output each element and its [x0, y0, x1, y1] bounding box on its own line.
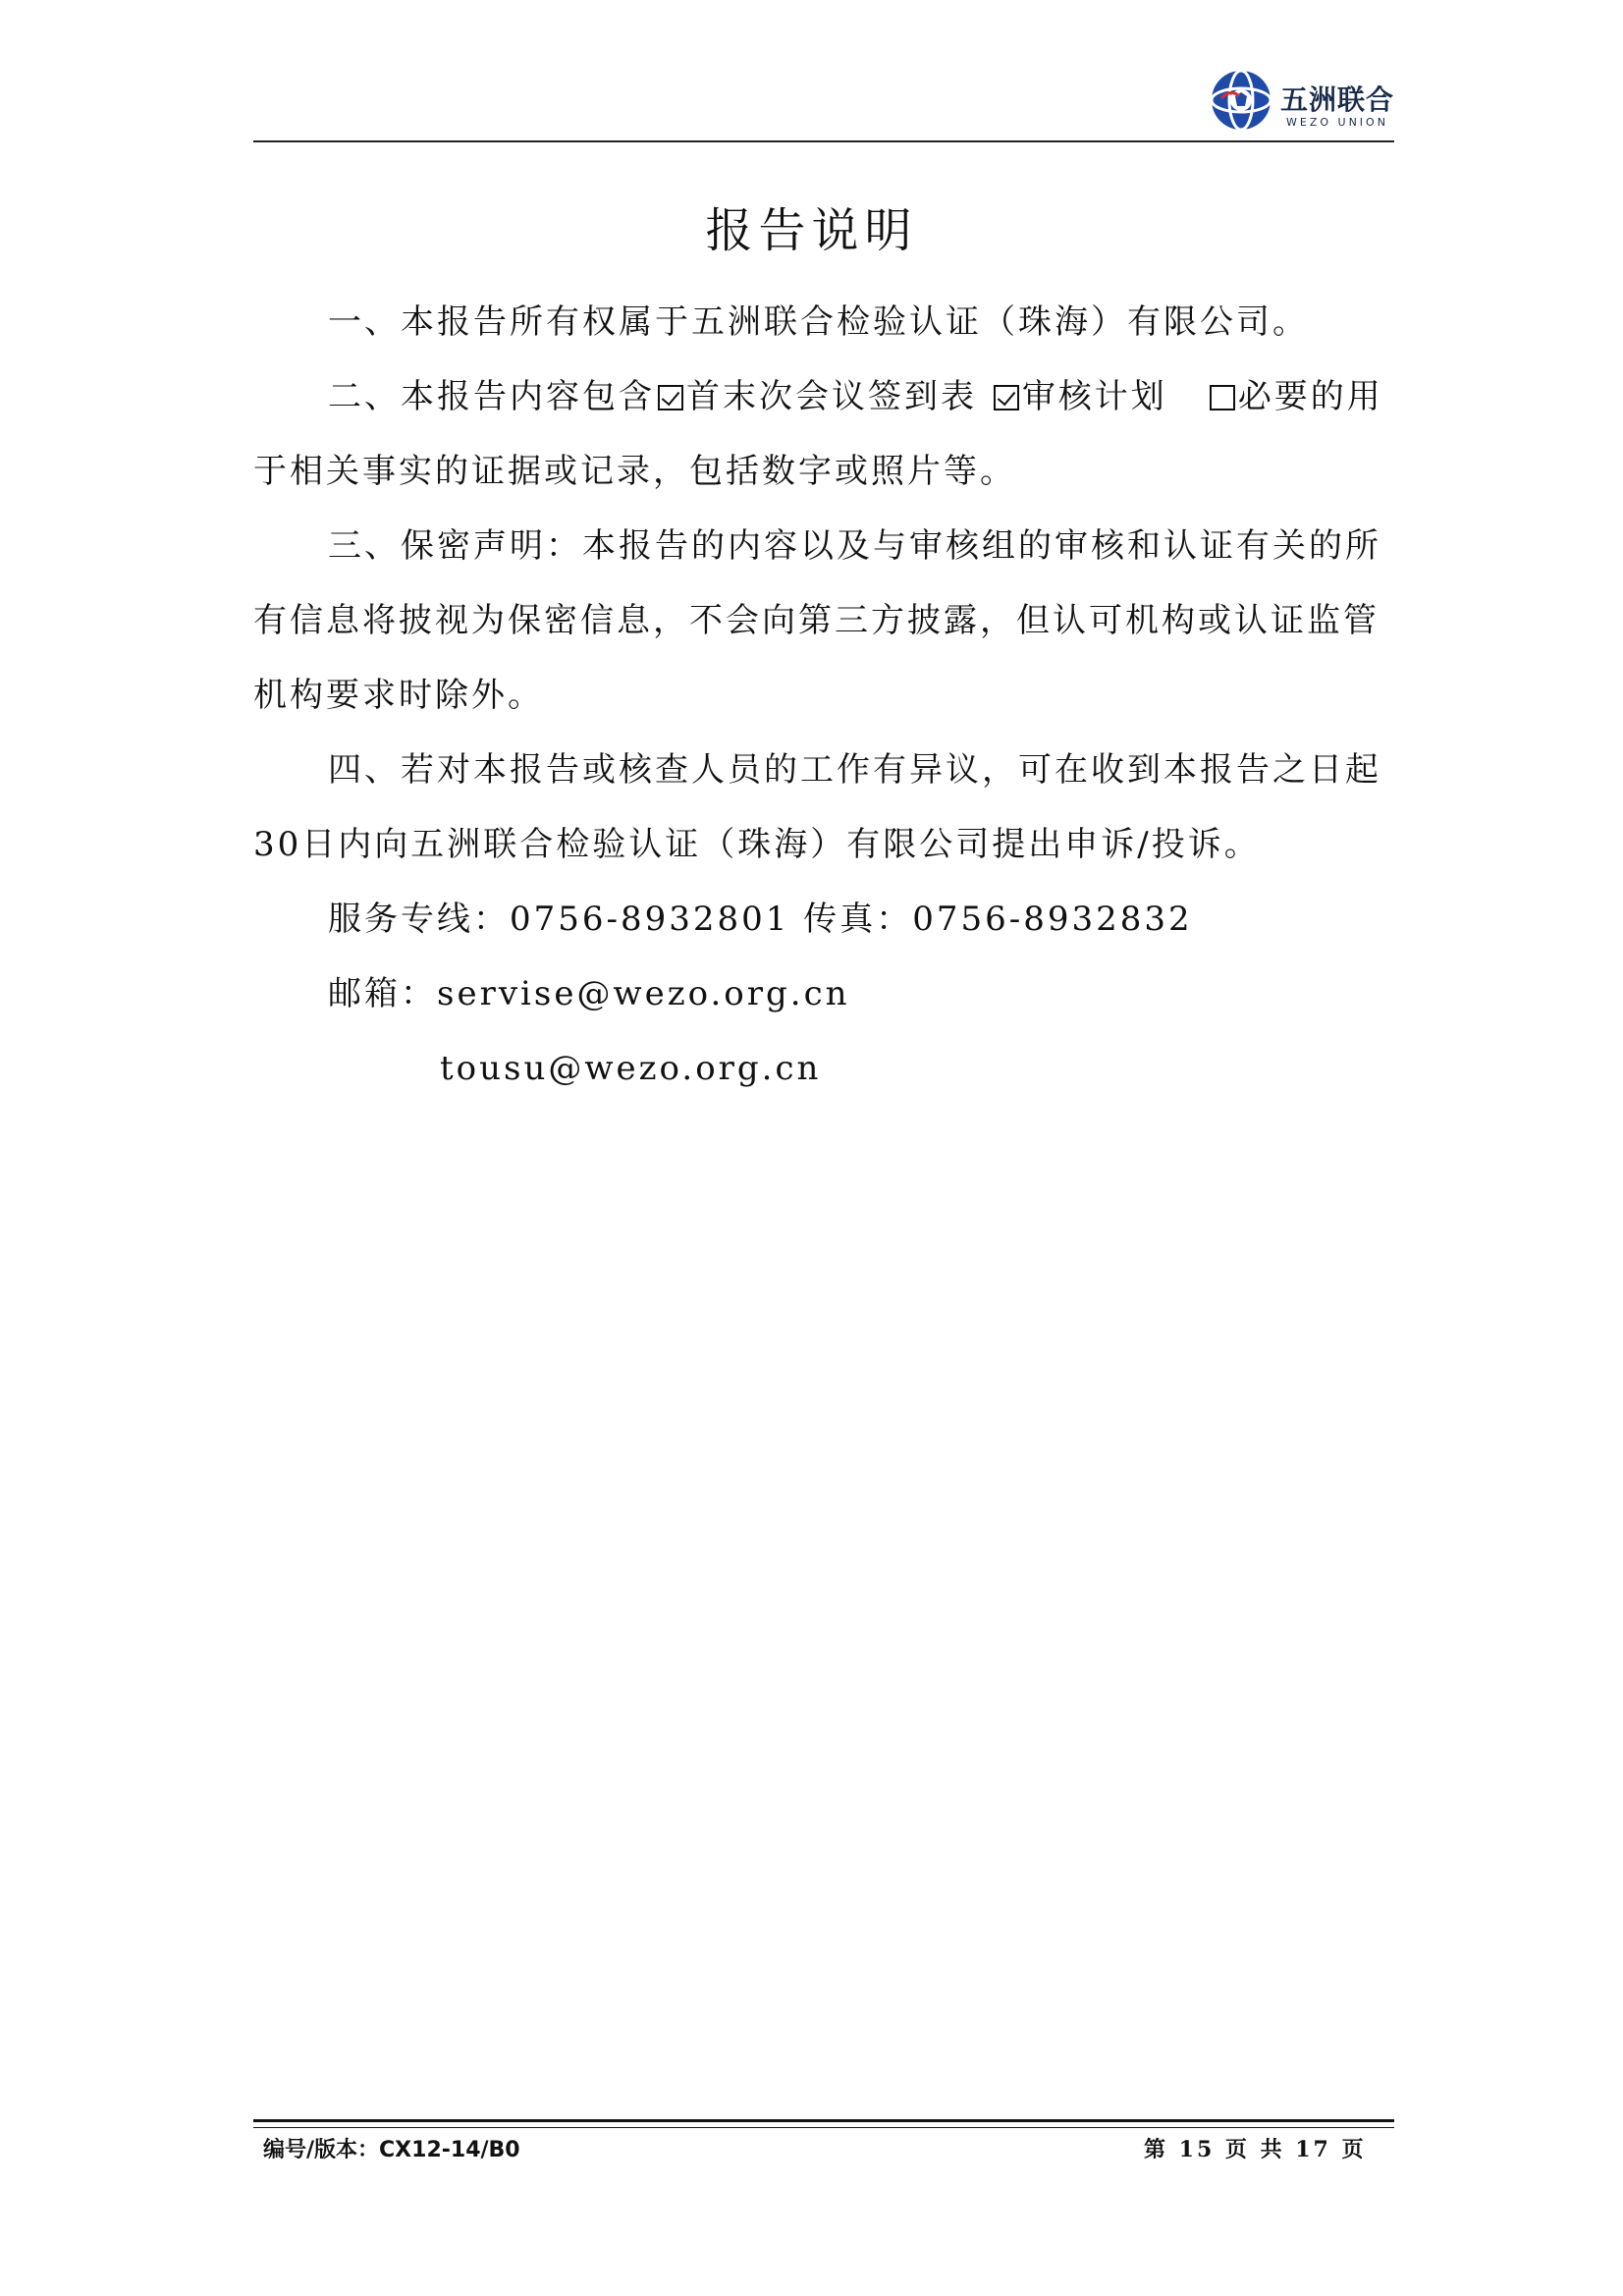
paragraph-confidentiality: 三、保密声明：本报告的内容以及与审核组的审核和认证有关的所有信息将披视为保密信息，不会向第三方披露，但认可机构或认证监管机构要求时除外。 — [253, 526, 1381, 715]
checkbox-checked-icon — [994, 385, 1019, 410]
paragraph-appeal: 四、若对本报告或核查人员的工作有异议，可在收到本报告之日起30日内向五洲联合检验认证（珠海）有限公司提出申诉/投诉。 — [253, 750, 1381, 864]
checkbox-checked-icon — [658, 385, 683, 410]
report-body — [253, 285, 1394, 1106]
page-title: 报告说明 — [705, 203, 918, 258]
footer-divider — [253, 2119, 1394, 2122]
paragraph-ownership: 一、本报告所有权属于五洲联合检验认证（珠海）有限公司。 — [328, 302, 1309, 342]
globe-logo-icon — [1210, 69, 1272, 132]
logo-chinese-text: 五洲联合 — [1280, 83, 1395, 116]
contact-email-2: tousu@wezo.org.cn — [440, 1049, 822, 1088]
contact-hotline: 服务专线：0756-8932801 传真：0756-8932832 — [328, 900, 1193, 939]
contact-email: 邮箱：servise@wezo.org.cn — [328, 974, 850, 1013]
header-divider — [253, 140, 1394, 142]
footer-divider-thin — [253, 2127, 1394, 2128]
company-logo — [1210, 69, 1396, 137]
contents-prefix: 二、本报告内容包含 — [328, 377, 655, 416]
checkbox-unchecked-icon — [1210, 385, 1235, 410]
contents-item-evidence: 必要的用于相关事实的证据或记录，包括数字或照片等。 — [253, 377, 1383, 491]
paragraph-contents — [253, 359, 1394, 509]
page-number: 第 15 页 共 17 页 — [1144, 2137, 1367, 2162]
contents-item-plan: 审核计划 — [1021, 377, 1167, 416]
document-number: 编号/版本：CX12-14/B0 — [263, 2138, 520, 2162]
logo-english-text: WEZO UNION — [1286, 116, 1388, 129]
contents-item-signin: 首末次会议签到表 — [686, 377, 977, 416]
